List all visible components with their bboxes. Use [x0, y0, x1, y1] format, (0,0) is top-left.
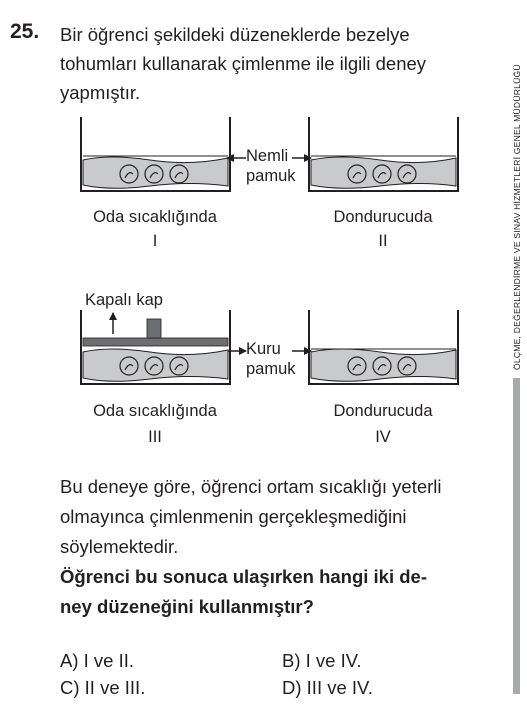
dry-label-line: pamuk: [246, 360, 296, 378]
setup-ii-container: [309, 117, 458, 191]
body-line: olmayınca çimlenmenin gerçekleşmediğini: [60, 506, 407, 527]
question-number: 25.: [10, 20, 40, 43]
dry-cotton-label: [246, 339, 296, 379]
moist-cotton-label: [246, 146, 296, 186]
setup-i-container: [81, 117, 230, 191]
option-letter: C): [60, 677, 80, 698]
question-body: [60, 472, 500, 562]
stem-line: tohumları kullanarak çimlenme ile ilgili deney: [60, 53, 427, 74]
body-line: Bu deneye göre, öğrenci ortam sıcaklığı yeterli: [60, 476, 442, 497]
option-letter: A): [60, 650, 79, 671]
option-letter: B): [282, 650, 301, 671]
setup-iv-caption: [288, 401, 478, 447]
option-a[interactable]: [60, 648, 134, 674]
setup-iii-container: [81, 310, 230, 384]
option-letter: D): [282, 677, 302, 698]
setup-i-caption: [60, 207, 250, 251]
setup-condition: Dondurucuda: [333, 402, 433, 420]
option-text: II ve III.: [84, 677, 146, 698]
prompt-line: ney düzeneğini kullanmıştır?: [60, 596, 314, 617]
body-line: söylemektedir.: [60, 536, 179, 557]
dry-label-line: Kuru: [246, 340, 281, 358]
side-bar: [513, 378, 520, 694]
setup-iii-caption: [60, 401, 250, 447]
setup-i-seeds: [120, 165, 188, 183]
setup-condition: Oda sıcaklığında: [93, 402, 217, 420]
option-b[interactable]: [282, 648, 362, 674]
setup-roman: II: [378, 232, 388, 250]
option-c[interactable]: [60, 675, 145, 701]
option-text: I ve II.: [83, 650, 135, 671]
closed-lid: [83, 338, 228, 346]
option-text: III ve IV.: [306, 677, 373, 698]
setup-ii-caption: [288, 207, 478, 251]
setup-iv-seeds: [348, 357, 416, 375]
option-text: I ve IV.: [305, 650, 362, 671]
closed-container-label: Kapalı kap: [85, 291, 163, 309]
setup-iv-container: [309, 310, 458, 384]
setup-roman: III: [148, 428, 162, 446]
stem-line: Bir öğrenci şekildeki düzeneklerde bezelye: [60, 24, 410, 45]
question-prompt: [60, 562, 500, 622]
moist-label-line: pamuk: [246, 167, 296, 185]
moist-label-line: Nemli: [246, 147, 289, 165]
setup-iii-seeds: [120, 357, 188, 375]
setup-ii-seeds: [348, 165, 416, 183]
stem-line: yapmıştır.: [60, 82, 141, 103]
prompt-line: Öğrenci bu sonuca ulaşırken hangi iki de-: [60, 566, 428, 587]
setup-roman: I: [152, 232, 158, 250]
setup-condition: Dondurucuda: [333, 208, 433, 226]
lid-handle: [147, 319, 161, 338]
setup-roman: IV: [375, 428, 391, 446]
side-publisher-label: ÖLÇME, DEĞERLENDİRME VE SINAV HİZMETLERİ GENEL MÜDÜRLÜĞÜ: [512, 64, 522, 370]
option-d[interactable]: [282, 675, 373, 701]
setup-condition: Oda sıcaklığında: [93, 208, 217, 226]
